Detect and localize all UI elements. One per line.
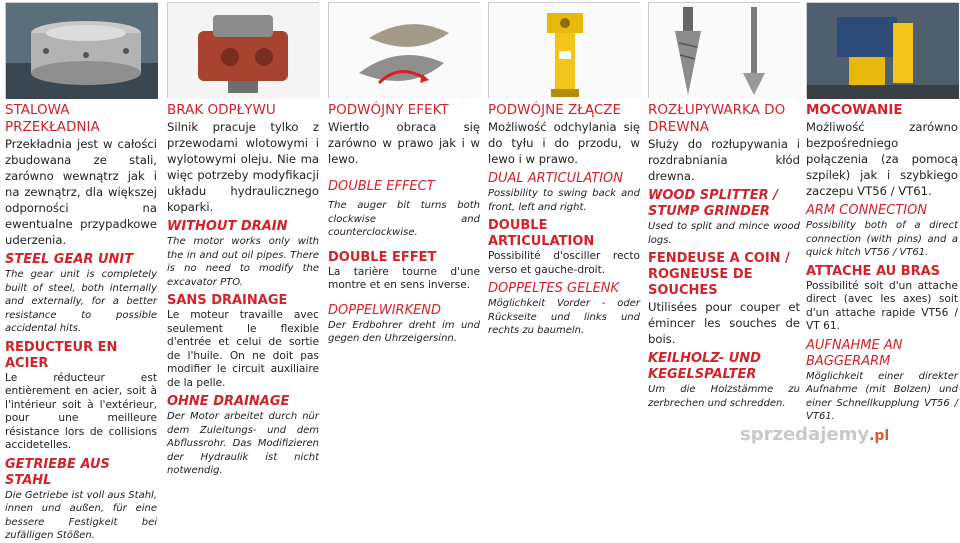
watermark-text: sprzedajemy xyxy=(740,424,870,445)
feature-column-drain xyxy=(167,0,319,476)
feature-title-fr: ATTACHE AU BRAS xyxy=(806,263,941,279)
feature-title-pl: PODWÓJNY EFEKT xyxy=(328,102,449,118)
feature-column-articulation xyxy=(488,0,640,471)
feature-text-pl: Możliwość zarówno bezpośredniego połączenia (za pomocą szpilek) jak i szybkiego zaczepu VT56 / VT61. xyxy=(806,120,958,198)
feature-title-de: KEILHOLZ- UND KEGELSPALTER xyxy=(648,351,761,382)
feature-title-de: DOPPELTES GELENK xyxy=(488,281,620,296)
feature-title-fr: REDUCTEUR EN ACIER xyxy=(5,339,118,371)
feature-text-de: Möglichkeit einer direkter Aufnahme (mit Bolzen) und einer Schnellkupplung VT56 / VT61. xyxy=(806,370,958,422)
feature-text-fr: Le réducteur est entièrement en acier, soit à l'intérieur soit à l'extérieur, pour une meilleure résistance lors de collisions accidetelles. xyxy=(5,371,157,451)
feature-title-en: DOUBLE EFFECT xyxy=(328,179,435,194)
feature-text-de: Möglichkeit Vorder - oder Rückseite und links und rechts zu baumeln. xyxy=(488,298,640,336)
feature-title-de: AUFNAHME AN BAGGERARM xyxy=(806,337,903,369)
feature-title-fr: FENDEUSE A COIN / ROGNEUSE DE SOUCHES xyxy=(648,251,790,298)
gear-unit-photo xyxy=(5,2,157,98)
feature-text-en: Possibility both of a direct connection (with pins) and a quick hitch VT56 / VT61. xyxy=(806,220,958,258)
feature-title-en: ARM CONNECTION xyxy=(806,203,928,218)
feature-title-fr: DOUBLE ARTICULATION xyxy=(488,218,595,249)
feature-text-de: Um die Holzstämme zu zerbrechen und schredden. xyxy=(648,384,800,409)
feature-text-pl: Przekładnia jest w całości zbudowana ze stali, zarówno wewnątrz jak i na zewnątrz, dla większej odporności na ewentualne przypadkowe uderzenia. xyxy=(5,137,157,247)
feature-title-pl: MOCOWANIE xyxy=(806,102,903,118)
feature-title-de: OHNE DRAINAGE xyxy=(167,394,290,409)
feature-text-de: Der Motor arbeitet durch nür dem Zuleitungs- und dem Abflussrohr. Das Modifizieren der Hydraulik ist nicht notwendig. xyxy=(167,411,319,476)
dual-joint-photo xyxy=(488,2,640,98)
feature-title-pl: BRAK ODPŁYWU xyxy=(167,102,276,118)
auger-bit-photo xyxy=(328,2,480,98)
feature-text-fr: Possibilité d'osciller recto verso et gauche-droit. xyxy=(488,250,640,276)
feature-column-wood-splitter xyxy=(648,0,800,471)
feature-column-double-effect xyxy=(328,0,480,471)
arm-connection-photo xyxy=(806,2,958,98)
feature-title-fr: SANS DRAINAGE xyxy=(167,293,288,308)
feature-title-pl: PODWÓJNE ZŁĄCZE xyxy=(488,102,622,118)
watermark-suffix: .pl xyxy=(869,428,890,444)
feature-title-pl: ROZŁUPYWARKA DO DREWNA xyxy=(648,102,786,135)
feature-title-en: DUAL ARTICULATION xyxy=(488,171,624,186)
feature-title-en: WOOD SPLITTER / STUMP GRINDER xyxy=(648,188,778,219)
feature-text-en: Used to split and mince wood logs. xyxy=(648,221,800,246)
feature-text-en: The auger bit turns both clockwise and counterclockwise. xyxy=(328,200,480,238)
feature-text-fr: La tarière tourne d'une montre et en sens inverse. xyxy=(328,265,480,291)
feature-text-pl: Silnik pracuje tylko z przewodami wlotowymi i wylotowymi oleju. Nie ma więc potrzeby modyfikacji układu hydraulicznego koparki. xyxy=(167,120,319,214)
feature-text-fr: Utilisées pour couper et émincer les souches de bois. xyxy=(648,300,800,346)
hydraulic-motor-photo xyxy=(167,2,319,98)
feature-text-en: Possibility to swing back and front, left and right. xyxy=(488,188,640,213)
feature-text-fr: Possibilité soit d'un attache direct (avec les axes) soit d'un attache rapide VT56 / VT 61. xyxy=(806,279,958,332)
feature-title-en: WITHOUT DRAIN xyxy=(167,219,288,234)
feature-text-de: Der Erdbohrer dreht im und gegen den Uhrzeigersinn. xyxy=(328,319,480,344)
feature-text-pl: Możliwość odchylania się do tyłu i do przodu, w lewo i w prawo. xyxy=(488,120,640,166)
feature-text-en: The motor works only with the in and out oil pipes. There is no need to modify the excavator PTO. xyxy=(167,236,319,288)
feature-text-pl: Wiertło obraca się zarówno w prawo jak i w lewo. xyxy=(328,120,480,166)
feature-title-en: STEEL GEAR UNIT xyxy=(5,252,134,267)
feature-text-de: Die Getriebe ist voll aus Stahl, innen und außen, für eine bessere Festigkeit bei zufälligen Stößen. xyxy=(5,489,157,541)
wood-splitter-photo xyxy=(648,2,800,98)
feature-column-connection xyxy=(806,0,958,471)
feature-column-gear xyxy=(5,0,157,541)
feature-text-en: The gear unit is completely built of steel, both internally and externally, for a better resistance to possible accidental hits. xyxy=(5,269,157,334)
feature-title-pl: STALOWA PRZEKŁADNIA xyxy=(5,102,100,135)
feature-text-pl: Służy do rozłupywania i rozdrabniania kłód drewna. xyxy=(648,137,800,183)
feature-text-fr: Le moteur travaille avec seulement le flexible d'entrée et celui de sortie de l'huile. On ne doit pas modifier le circuit auxiliaire de la pelle. xyxy=(167,309,319,389)
feature-title-fr: DOUBLE EFFET xyxy=(328,249,437,265)
feature-title-de: DOPPELWIRKEND xyxy=(328,302,442,318)
feature-title-de: GETRIEBE AUS STAHL xyxy=(5,456,110,488)
site-watermark xyxy=(740,424,889,445)
